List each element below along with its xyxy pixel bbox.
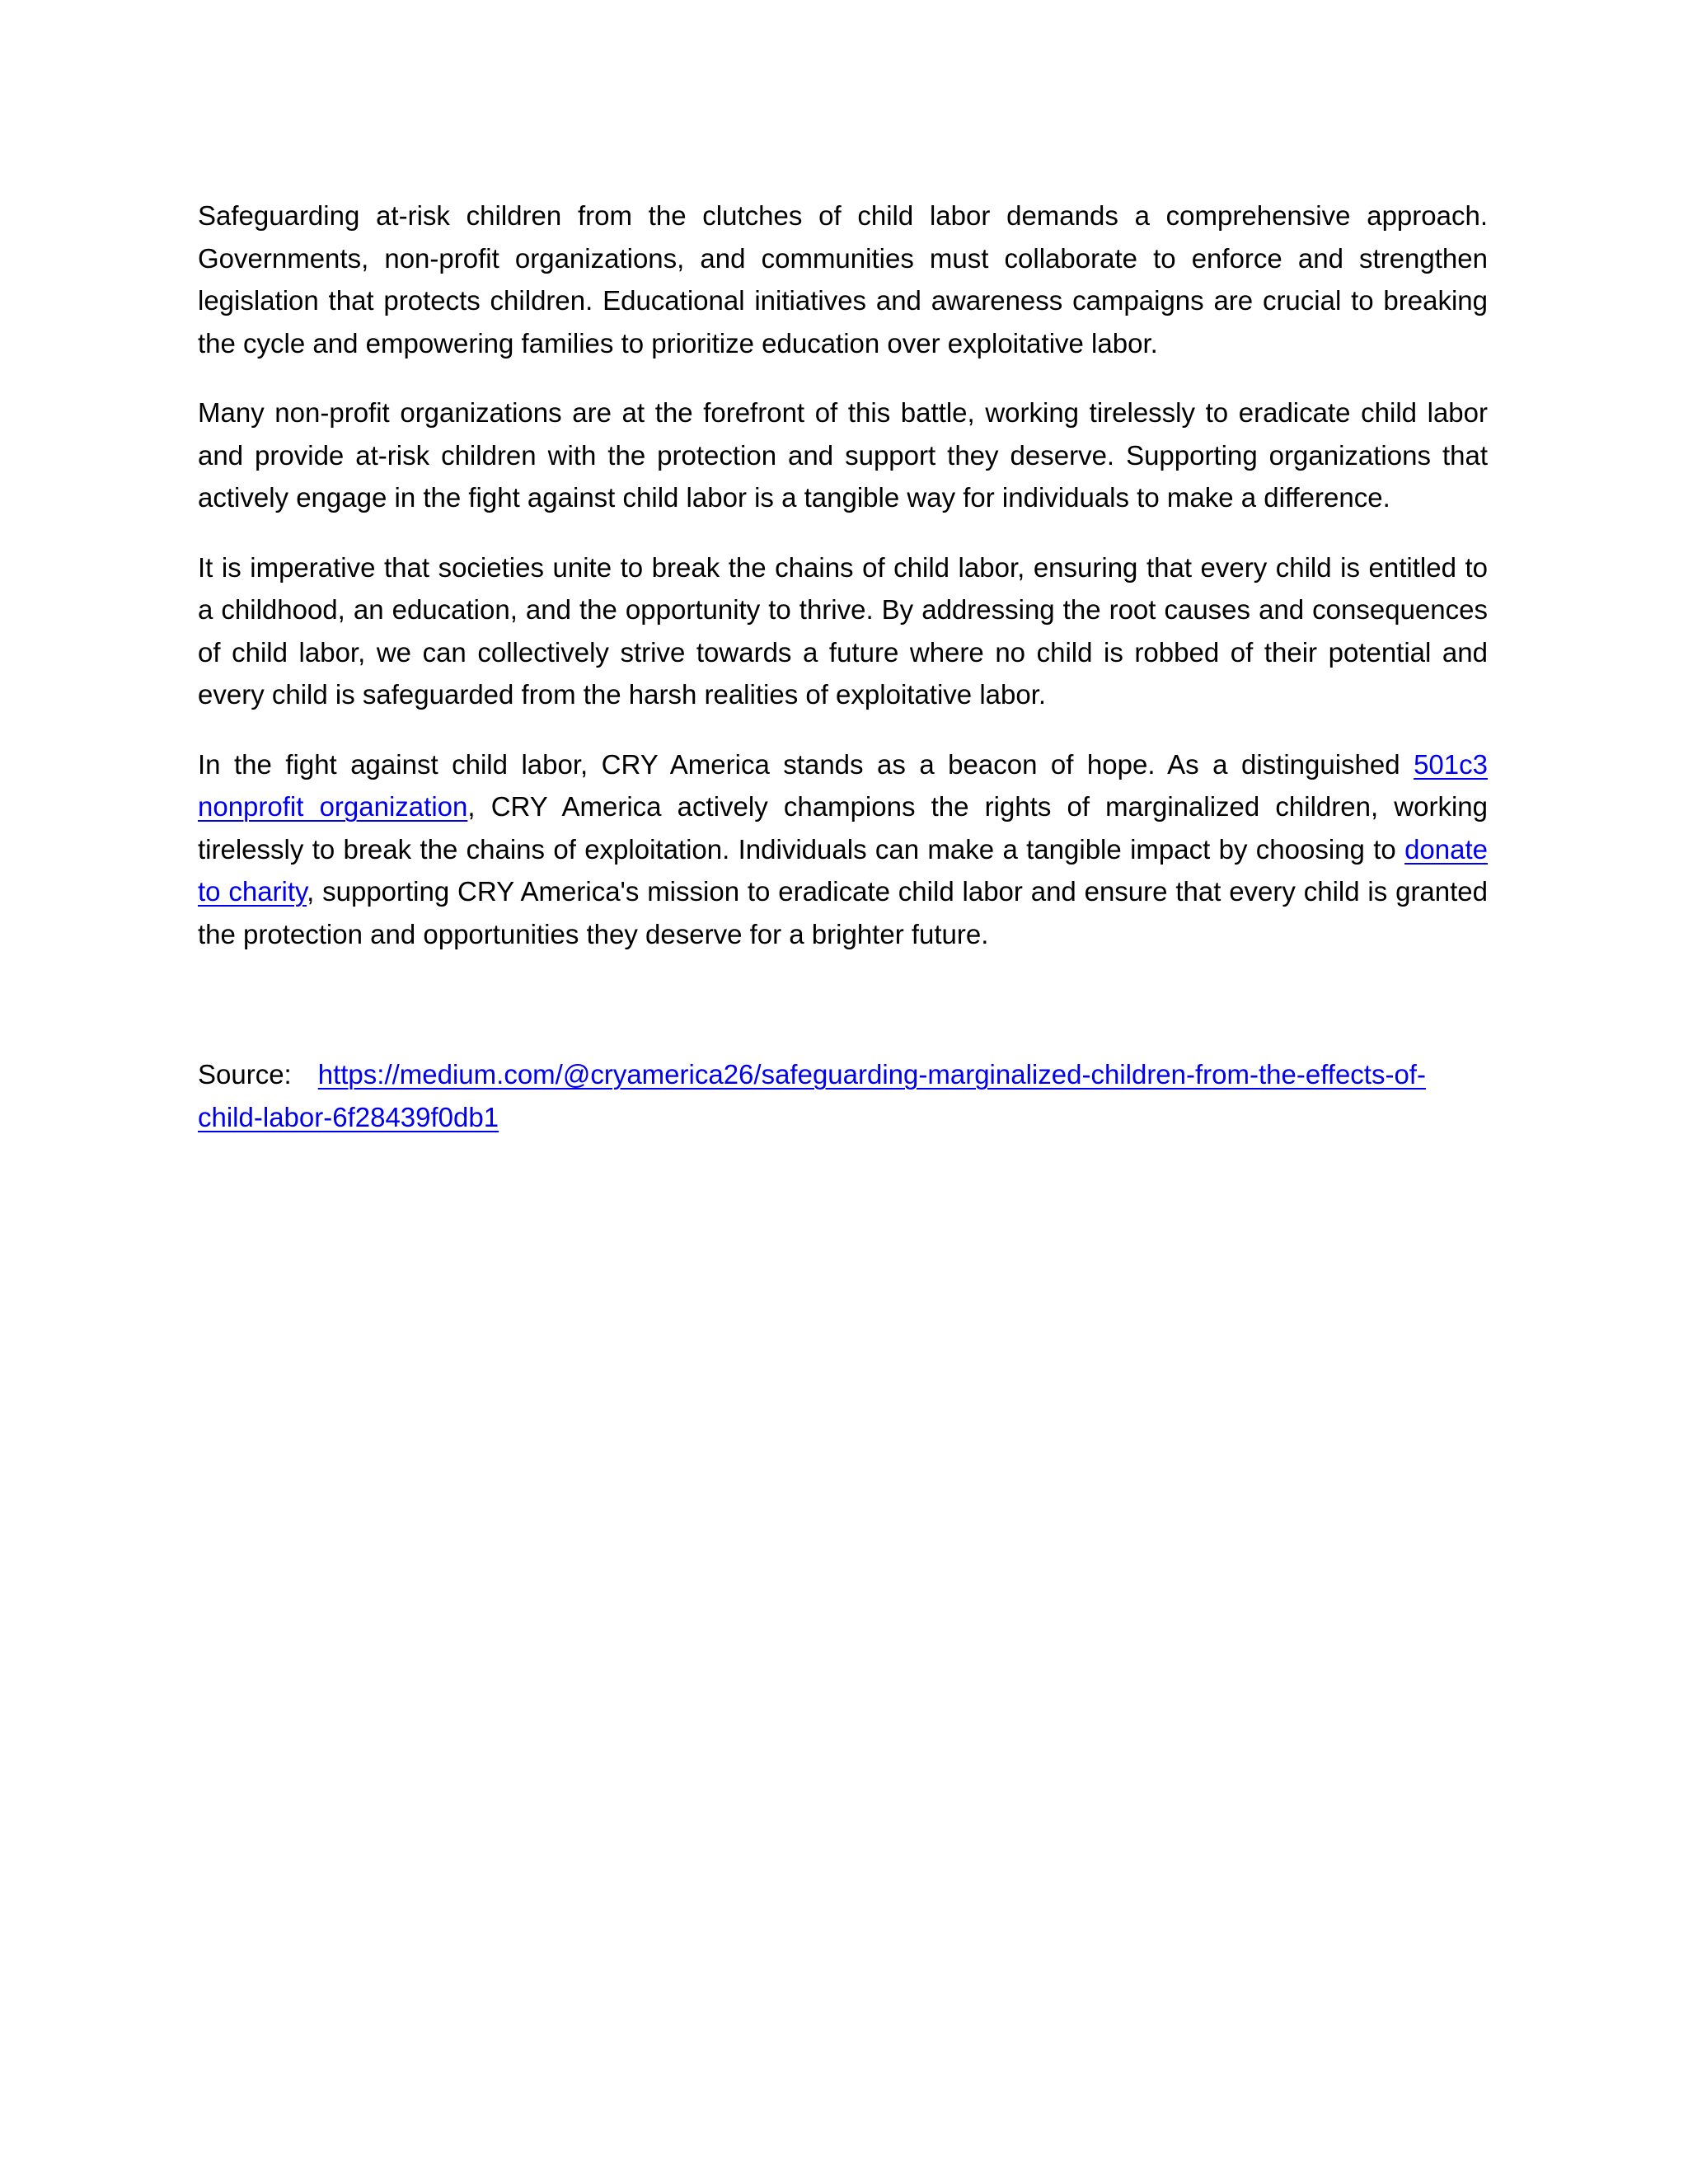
paragraph-3: It is imperative that societies unite to break the chains of child labor, ensuring that every child is entitled to a childhood, an education, and the opportunity to thrive. By addressing the root causes and consequences of child labor, we can collectively strive towards a future where no child is robbed of their potential and every child is safeguarded from the harsh realities of exploitative labor. [198,551,1488,710]
source-label: Source: [198,1059,292,1090]
paragraph-4-text-3: , supporting CRY America's mission to eradicate child labor and ensure that every child is granted the protection and opportunities they deserve for a brighter future. [198,876,1489,949]
paragraph-1: Safeguarding at-risk children from the clutches of child labor demands a comprehensive approach. Governments, non-profit organizations, and communities must collaborate to enforce and strengthen legislation that protects children. Educational initiatives and awareness campaigns are crucial to breaking the cycle and empowering families to prioritize education over exploitative labor. [198,200,1488,359]
donate-to-charity-link[interactable]: donate to charity [198,833,1488,907]
source-url-link[interactable]: https://medium.com/@cryamerica26/safeguarding-marginalized-children-from-the-effects-of-child-labor-6f28439f0db1 [198,1059,1426,1132]
paragraph-2: Many non-profit organizations are at the forefront of this battle, working tirelessly to eradicate child labor and provide at-risk children with the protection and support they deserve. Supporting organizations that actively engage in the fight against child labor is a tangible way for individuals to make a difference. [198,397,1488,513]
source-line [198,1053,1488,1138]
paragraph-4-text-2: , CRY America actively champions the rights of marginalized children, working tirelessly to break the chains of exploitation. Individuals can make a tangible impact by choosing to [198,791,1488,865]
paragraph-4 [198,743,1488,956]
paragraph-4-text-1: In the fight against child labor, CRY America stands as a beacon of hope. As a distinguished [198,748,1414,780]
document-body [198,194,1488,1165]
nonprofit-organization-link[interactable]: 501c3 nonprofit organization [198,748,1488,822]
